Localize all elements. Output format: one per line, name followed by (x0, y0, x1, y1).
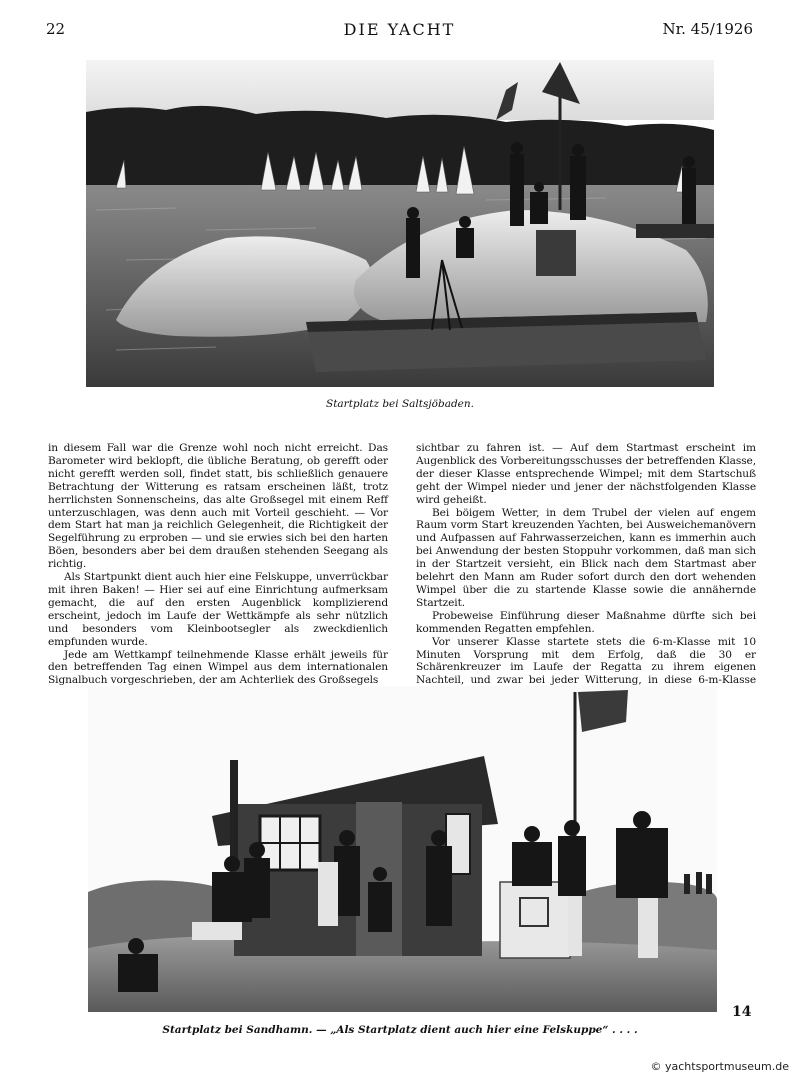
article-column-right (416, 442, 756, 700)
paragraph: Probeweise Einführung dieser Maßnahme dürfte sich bei kommenden Regatten empfehlen. (416, 609, 756, 635)
article-column-left (48, 442, 388, 687)
issue-number: Nr. 45/1926 (662, 20, 753, 38)
paragraph: in diesem Fall war die Grenze wohl noch nicht erreicht. Das Barometer wird beklopft, die übliche Beratung, ob gerefft oder nicht gerefft werden soll, findet statt, bis schließlich genauere Betrachtung der Witterung es ratsam erscheinen läßt, trotz herrlichsten Sonnenscheins, das alte Großsegel mit einem Reff unterzuschlagen, was denn auch mit Vorteil geschieht. — Vor dem Start hat man ja reichlich Gelegenheit, die Richtigkeit der Segelführung zu erproben — und sie erwies sich bei den harten Böen, besonders aber bei dem draußen stehenden Seegang als richtig. (48, 442, 388, 571)
figure-caption: Startplatz bei Saltsjöbaden. (326, 398, 474, 410)
paragraph: Bei böigem Wetter, in dem Trubel der vielen auf engem Raum vorm Start kreuzenden Yachten, bei Ausweichemanövern und Aufpassen auf Fahrwasserzeichen, kann es immerhin auch bei Anwendung der besten Stoppuhr vorkommen, daß man sich in der Startzeit versieht, ein Blick nach dem Startmast aber belehrt den Mann am Ruder sofort durch den dort wehenden Wimpel über die zu startende Klasse sowie die annähernde Startzeit. (416, 506, 756, 609)
paragraph: Als Startpunkt dient auch hier eine Felskuppe, unverrückbar mit ihren Baken! — Hier sei auf eine Einrichtung aufmerksam gemacht, die auf den ersten Augenblick komplizierend erscheint, jedoch im Laufe der Wettkämpfe als sehr nützlich und besonders vom Kleinbootsegler als zweckdienlich empfunden wurde. (48, 571, 388, 648)
page-header (0, 18, 799, 44)
paragraph: sichtbar zu fahren ist. — Auf dem Startmast erscheint im Augenblick des Vorbereitungsschusses der betreffenden Klasse, der dieser Klasse entsprechende Wimpel; mit dem Startschuß geht der Wimpel nieder und jener der nächstfolgenden Klasse wird geheißt. (416, 442, 756, 506)
page-mark: 14 (732, 1004, 752, 1020)
paragraph: Jede am Wettkampf teilnehmende Klasse erhält jeweils für den betreffenden Tag einen Wimpel aus dem internationalen Signalbuch vorgeschrieben, der am Achterliek des Großsegels (48, 648, 388, 687)
page-number: 22 (46, 20, 66, 38)
watermark: © yachtsportmuseum.de (650, 1060, 789, 1073)
photo-saltsjobaden (86, 60, 714, 387)
journal-title: DIE YACHT (343, 20, 456, 39)
paragraph: Vor unserer Klasse startete stets die 6-m-Klasse mit 10 Minuten Vorsprung mit dem Erfolg, daß die 30 er Schärenkreuzer im Laufe der Regatta zu ihrem eigenen Nachteil, und zwar bei jeder Witterung, in diese 6-m-Klasse (416, 635, 756, 687)
photo-sandhamn (88, 686, 717, 1012)
figure-caption: Startplatz bei Sandhamn. — „Als Startplatz dient auch hier eine Felskuppe“ . . . . (162, 1024, 638, 1036)
